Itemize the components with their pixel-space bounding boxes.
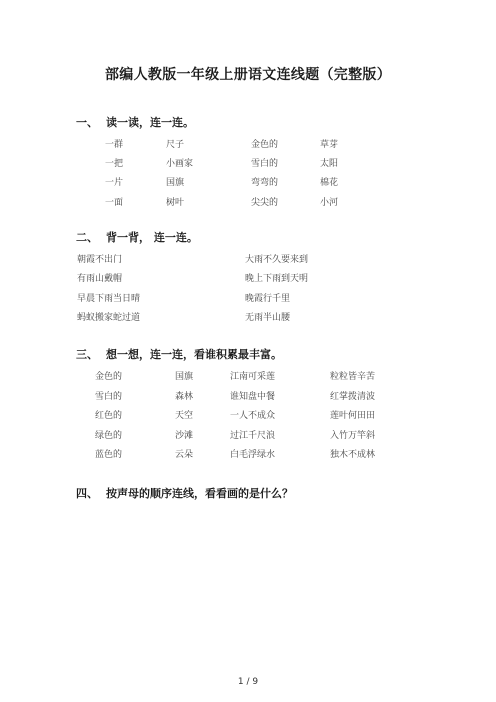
word-cell: 云朵 bbox=[175, 450, 194, 460]
section-3-number: 三、 bbox=[76, 348, 98, 361]
phrase-cell: 有雨山戴帽 bbox=[77, 274, 123, 284]
section-3-heading bbox=[76, 346, 282, 362]
word-cell: 天空 bbox=[175, 411, 194, 421]
phrase-cell: 晚上下雨到天明 bbox=[245, 274, 309, 284]
phrase-cell: 粒粒皆辛苦 bbox=[330, 372, 376, 382]
phrase-cell: 蚂蚁搬家蛇过道 bbox=[77, 313, 141, 323]
word-cell: 尖尖的 bbox=[251, 198, 279, 208]
word-cell: 太阳 bbox=[320, 159, 339, 169]
phrase-cell: 谁知盘中餐 bbox=[230, 392, 276, 402]
word-cell: 森林 bbox=[175, 392, 194, 402]
phrase-cell: 独木不成林 bbox=[330, 450, 376, 460]
word-cell: 树叶 bbox=[166, 198, 185, 208]
phrase-cell: 莲叶何田田 bbox=[330, 411, 376, 421]
section-2-title: 背一背， 连一连。 bbox=[106, 231, 198, 244]
phrase-cell: 红掌拨清波 bbox=[330, 392, 376, 402]
section-2-heading bbox=[76, 229, 198, 245]
word-cell: 弯弯的 bbox=[251, 178, 279, 188]
section-3-title: 想一想，连一连，看谁积累最丰富。 bbox=[106, 348, 282, 361]
word-cell: 一把 bbox=[105, 159, 124, 169]
phrase-cell: 晚霞行千里 bbox=[245, 294, 291, 304]
word-cell: 一面 bbox=[105, 198, 124, 208]
word-cell: 红色的 bbox=[95, 411, 123, 421]
section-1-heading bbox=[76, 114, 194, 130]
phrase-cell: 江南可采莲 bbox=[230, 372, 276, 382]
section-4-title: 按声母的顺序连线，看看画的是什么？ bbox=[106, 487, 293, 500]
page-number: 1 / 9 bbox=[237, 677, 259, 687]
phrase-cell: 入竹万竿斜 bbox=[330, 431, 376, 441]
phrase-cell: 朝霞不出门 bbox=[77, 255, 123, 265]
section-1-number: 一、 bbox=[76, 116, 98, 129]
word-cell: 尺子 bbox=[166, 140, 185, 150]
phrase-cell: 大雨不久要来到 bbox=[245, 255, 309, 265]
word-cell: 一片 bbox=[105, 178, 124, 188]
phrase-cell: 过江千尺浪 bbox=[230, 431, 276, 441]
page-title: 部编人教版一年级上册语文连线题（完整版） bbox=[105, 67, 391, 83]
word-cell: 草芽 bbox=[320, 140, 339, 150]
section-4-number: 四、 bbox=[76, 487, 98, 500]
word-cell: 棉花 bbox=[320, 178, 339, 188]
word-cell: 金色的 bbox=[251, 140, 279, 150]
word-cell: 绿色的 bbox=[95, 431, 123, 441]
word-cell: 雪白的 bbox=[251, 159, 279, 169]
word-cell: 国旗 bbox=[166, 178, 185, 188]
word-cell: 蓝色的 bbox=[95, 450, 123, 460]
word-cell: 沙滩 bbox=[175, 431, 194, 441]
word-cell: 小河 bbox=[320, 198, 339, 208]
section-1-title: 读一读，连一连。 bbox=[106, 116, 194, 129]
phrase-cell: 早晨下雨当日晴 bbox=[77, 294, 141, 304]
section-4-heading bbox=[76, 485, 293, 501]
word-cell: 小画家 bbox=[166, 159, 194, 169]
phrase-cell: 无雨半山腰 bbox=[245, 313, 291, 323]
word-cell: 雪白的 bbox=[95, 392, 123, 402]
phrase-cell: 白毛浮绿水 bbox=[230, 450, 276, 460]
phrase-cell: 一人不成众 bbox=[230, 411, 276, 421]
section-2-number: 二、 bbox=[76, 231, 98, 244]
word-cell: 一群 bbox=[105, 140, 124, 150]
word-cell: 国旗 bbox=[175, 372, 194, 382]
word-cell: 金色的 bbox=[95, 372, 123, 382]
